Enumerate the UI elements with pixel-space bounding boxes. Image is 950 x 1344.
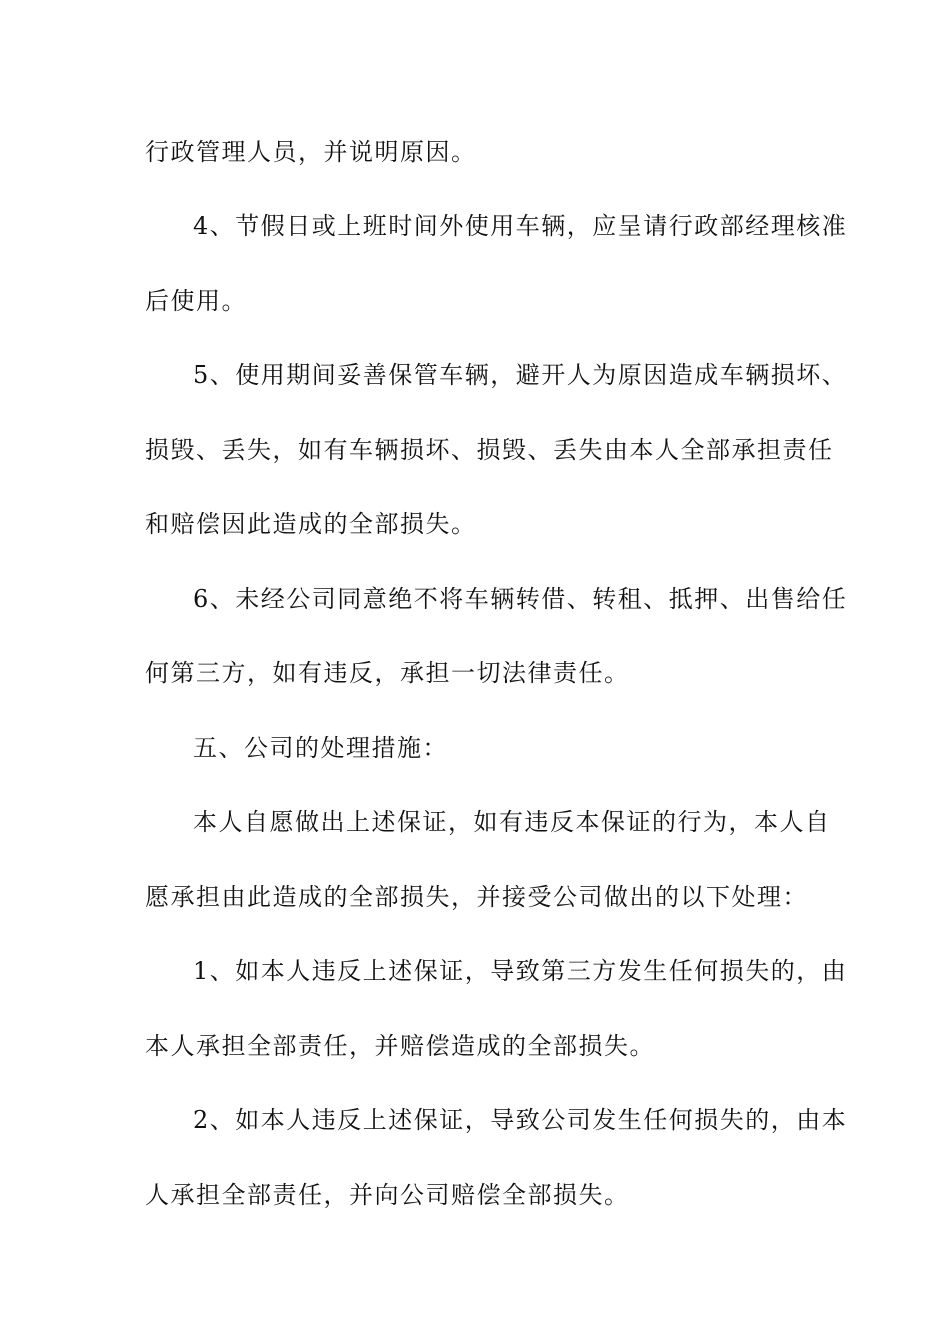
paragraph-line: 4、节假日或上班时间外使用车辆，应呈请行政部经理核准 bbox=[193, 212, 848, 240]
section-heading: 五、公司的处理措施： bbox=[193, 734, 448, 762]
paragraph-line: 本人承担全部责任，并赔偿造成的全部损失。 bbox=[145, 1032, 655, 1060]
paragraph-line: 2、如本人违反上述保证，导致公司发生任何损失的，由本 bbox=[193, 1106, 848, 1134]
paragraph-line: 愿承担由此造成的全部损失，并接受公司做出的以下处理： bbox=[145, 883, 808, 911]
paragraph-line: 损毁、丢失，如有车辆损坏、损毁、丢失由本人全部承担责任 bbox=[145, 436, 834, 464]
paragraph-line: 5、使用期间妥善保管车辆，避开人为原因造成车辆损坏、 bbox=[193, 361, 848, 389]
paragraph-line: 何第三方，如有违反，承担一切法律责任。 bbox=[145, 659, 630, 687]
paragraph-line: 行政管理人员，并说明原因。 bbox=[145, 138, 477, 166]
paragraph-line: 1、如本人违反上述保证，导致第三方发生任何损失的，由 bbox=[193, 957, 848, 985]
paragraph-line: 6、未经公司同意绝不将车辆转借、转租、抵押、出售给任 bbox=[193, 585, 848, 613]
paragraph-line: 和赔偿因此造成的全部损失。 bbox=[145, 510, 477, 538]
paragraph-line: 后使用。 bbox=[145, 287, 247, 315]
paragraph-line: 本人自愿做出上述保证，如有违反本保证的行为，本人自 bbox=[193, 808, 831, 836]
paragraph-line: 人承担全部责任，并向公司赔偿全部损失。 bbox=[145, 1181, 630, 1209]
